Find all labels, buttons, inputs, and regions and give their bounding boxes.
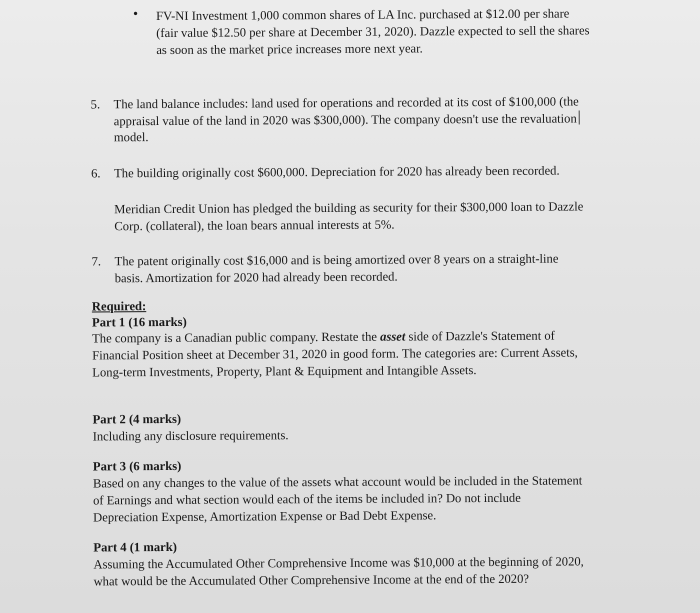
bullet-line-2: (fair value $12.50 per share at December 31, 2020). Dazzle expected to sell the shares xyxy=(156,23,590,41)
item-6-extra-line-1: Meridian Credit Union has pledged the building as security for their $300,000 loan to Dazzle xyxy=(114,199,584,217)
part-3-line-2: of Earnings and what section would each of the items be included in? Do not include xyxy=(93,490,521,508)
part-4-line-1: Assuming the Accumulated Other Comprehensive Income was $10,000 at the beginning of 2020, xyxy=(93,554,584,572)
item-7-line-1: The patent originally cost $16,000 and is being amortized over 8 years on a straight-line xyxy=(114,251,559,269)
part-1-line-3: Long-term Investments, Property, Plant & Equipment and Intangible Assets. xyxy=(92,363,477,380)
text-cursor xyxy=(579,110,580,124)
part-2-line-1: Including any disclosure requirements. xyxy=(92,428,289,444)
part-1-line-2: Financial Position sheet at December 31, 2020 in good form. The categories are: Current Assets, xyxy=(92,345,578,363)
part-4-line-2: what would be the Accumulated Other Comprehensive Income at the end of the 2020? xyxy=(93,571,529,589)
bullet-marker: • xyxy=(133,7,139,23)
part-3-line-3: Depreciation Expense, Amortization Expense or Bad Debt Expense. xyxy=(93,508,437,525)
item-7-line-2: basis. Amortization for 2020 had already been recorded. xyxy=(114,269,398,286)
item-7-number: 7. xyxy=(91,254,102,269)
part-1-line-1-end: side of Dazzle's Statement of xyxy=(405,328,555,344)
part-1-line-1-start: The company is a Canadian public company. Restate the xyxy=(92,329,381,346)
part-1-line-1 xyxy=(92,329,555,347)
part-3-line-1: Based on any changes to the value of the assets what account would be included in the Statement xyxy=(92,473,583,491)
item-5-line-2 xyxy=(114,110,580,129)
item-5-line-2-text: appraisal value of the land in 2020 was $300,000). The company doesn't use the revaluation xyxy=(113,111,577,129)
item-5-line-3: model. xyxy=(113,130,149,145)
item-6-extra-line-2: Corp. (collateral), the loan bears annual interests at 5%. xyxy=(114,217,395,234)
bullet-line-3: as soon as the market price increases more next year. xyxy=(156,41,423,58)
part-1-emphasis-asset: asset xyxy=(380,329,406,344)
part-4-title: Part 4 (1 mark) xyxy=(93,539,177,555)
item-6-line-1: The building originally cost $600,000. Depreciation for 2020 has already been recorded. xyxy=(114,163,560,181)
required-heading: Required: xyxy=(91,299,147,314)
part-2-title: Part 2 (4 marks) xyxy=(92,411,182,427)
item-5-line-1: The land balance includes: land used for operations and recorded at its cost of $100,000 (the xyxy=(113,94,579,112)
part-1-title: Part 1 (16 marks) xyxy=(91,314,187,330)
bullet-line-1: FV-NI Investment 1,000 common shares of LA Inc. purchased at $12.00 per share xyxy=(156,6,570,24)
part-3-title: Part 3 (6 marks) xyxy=(92,458,182,474)
item-6-number: 6. xyxy=(91,166,101,181)
item-5-number: 5. xyxy=(90,97,101,112)
